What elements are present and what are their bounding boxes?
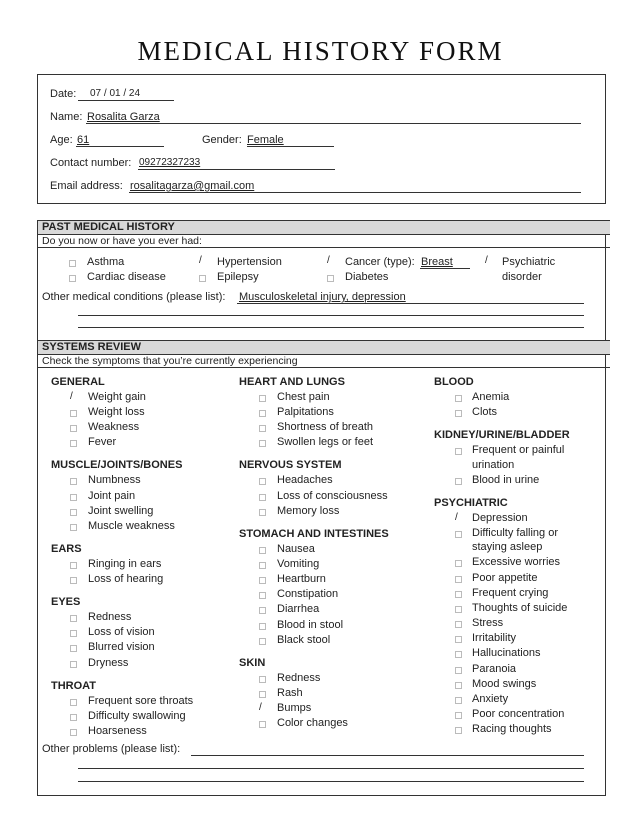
cardiac-disease-label: Cardiac disease — [87, 271, 166, 283]
mood-swings-checkbox[interactable] — [455, 682, 462, 689]
other-problems-line-3[interactable] — [78, 781, 584, 782]
symptom-label: Heartburn — [277, 573, 326, 585]
thoughts-of-suicide-checkbox[interactable] — [455, 606, 462, 613]
symptom-label: Anemia — [472, 391, 510, 403]
rash-checkbox[interactable] — [259, 691, 266, 698]
symptom-label: Difficulty falling or — [472, 527, 558, 539]
symptom-label: Rash — [277, 687, 303, 699]
other-conditions-line-2[interactable] — [78, 315, 584, 316]
symptom-label: Blurred vision — [88, 641, 155, 653]
frequent-crying-checkbox[interactable] — [455, 591, 462, 598]
symptom-label: Redness — [88, 611, 132, 623]
heartburn-checkbox[interactable] — [259, 577, 266, 584]
symptom-label: Blood in stool — [277, 619, 344, 631]
symptom-label: Black stool — [277, 634, 331, 646]
joint-pain-checkbox[interactable] — [70, 494, 77, 501]
symptom-label: Chest pain — [277, 391, 330, 403]
palpitations-checkbox[interactable] — [259, 410, 266, 417]
bumps-check-mark[interactable]: / — [259, 702, 262, 713]
psychiatric-disorder-label-1: Psychiatric — [502, 256, 556, 268]
symptom-label: Difficulty swallowing — [88, 710, 186, 722]
other-problems-label: Other problems (please list): — [42, 743, 181, 755]
contact-field[interactable]: 09272327233 — [139, 157, 201, 168]
systems-review-subheader: Check the symptoms that you’re currently experiencing — [38, 355, 610, 368]
symptom-label: Anxiety — [472, 693, 509, 705]
other-problems-line-2[interactable] — [78, 768, 584, 769]
heart-and-lungs-heading: HEART AND LUNGS — [239, 376, 345, 388]
loss-of-vision-checkbox[interactable] — [70, 630, 77, 637]
headaches-checkbox[interactable] — [259, 478, 266, 485]
symptom-label: Racing thoughts — [472, 723, 552, 735]
symptom-label: Memory loss — [277, 505, 340, 517]
frequent-sore-throats-checkbox[interactable] — [70, 699, 77, 706]
other-problems-line-1[interactable] — [191, 755, 584, 756]
blurred-vision-checkbox[interactable] — [70, 645, 77, 652]
dryness-checkbox[interactable] — [70, 661, 77, 668]
email-field[interactable]: rosalitagarza@gmail.com — [130, 180, 255, 192]
excessive-worries-checkbox[interactable] — [455, 560, 462, 567]
loss-of-hearing-checkbox[interactable] — [70, 577, 77, 584]
other-conditions-field[interactable]: Musculoskeletal injury, depression — [239, 291, 406, 303]
symptom-label: Blood in urine — [472, 474, 540, 486]
depression-check-mark[interactable]: / — [455, 512, 458, 523]
symptom-label: Numbness — [88, 474, 141, 486]
past-medical-history-header: PAST MEDICAL HISTORY — [38, 220, 610, 235]
symptom-label: Fever — [88, 436, 117, 448]
date-field[interactable]: 07 / 01 / 24 — [90, 88, 141, 99]
cancer-label: Cancer (type): — [345, 256, 415, 268]
other-conditions-label: Other medical conditions (please list): — [42, 291, 226, 303]
swollen-legs-checkbox[interactable] — [259, 440, 266, 447]
contact-label: Contact number: — [50, 157, 132, 169]
symptom-label: Poor concentration — [472, 708, 565, 720]
nervous-system-heading: NERVOUS SYSTEM — [239, 459, 342, 471]
form-title: MEDICAL HISTORY FORM — [137, 36, 504, 66]
stress-checkbox[interactable] — [455, 621, 462, 628]
symptom-label: Poor appetite — [472, 572, 538, 584]
hoarseness-checkbox[interactable] — [70, 729, 77, 736]
symptom-label: Frequent sore throats — [88, 695, 194, 707]
weight-gain-check-mark[interactable]: / — [70, 391, 73, 402]
skin-redness-checkbox[interactable] — [259, 676, 266, 683]
symptom-label: Joint pain — [88, 490, 136, 502]
stomach-and-intestines-heading: STOMACH AND INTESTINES — [239, 528, 389, 540]
symptom-label: Paranoia — [472, 663, 517, 675]
color-changes-checkbox[interactable] — [259, 721, 266, 728]
email-label: Email address: — [50, 180, 123, 192]
symptom-label: Hoarseness — [88, 725, 147, 737]
black-stool-checkbox[interactable] — [259, 638, 266, 645]
irritability-checkbox[interactable] — [455, 636, 462, 643]
name-label: Name: — [50, 111, 83, 123]
symptom-label: Loss of vision — [88, 626, 155, 638]
constipation-checkbox[interactable] — [259, 592, 266, 599]
symptom-label: Thoughts of suicide — [472, 602, 568, 614]
asthma-label: Asthma — [87, 256, 125, 268]
symptom-label: Redness — [277, 672, 321, 684]
skin-heading: SKIN — [239, 657, 266, 669]
cancer-type-field[interactable]: Breast — [421, 256, 453, 268]
ears-heading: EARS — [51, 543, 82, 555]
ringing-in-ears-checkbox[interactable] — [70, 562, 77, 569]
epilepsy-label: Epilepsy — [217, 271, 259, 283]
numbness-checkbox[interactable] — [70, 478, 77, 485]
kidney-urine-bladder-heading: KIDNEY/URINE/BLADDER — [434, 429, 570, 441]
systems-review-header: SYSTEMS REVIEW — [38, 340, 610, 355]
symptom-label: Weakness — [88, 421, 140, 433]
symptom-label: Nausea — [277, 543, 315, 555]
symptom-label: Frequent or painful — [472, 444, 565, 456]
epilepsy-checkbox[interactable] — [199, 275, 206, 282]
symptom-label: Swollen legs or feet — [277, 436, 373, 448]
throat-heading: THROAT — [51, 680, 97, 692]
hypertension-check-mark[interactable]: / — [199, 255, 202, 266]
symptom-label: Stress — [472, 617, 504, 629]
racing-thoughts-checkbox[interactable] — [455, 727, 462, 734]
general-heading: GENERAL — [51, 376, 105, 388]
difficulty-swallowing-checkbox[interactable] — [70, 714, 77, 721]
diabetes-label: Diabetes — [345, 271, 389, 283]
symptom-label: Ringing in ears — [88, 558, 162, 570]
loss-of-consciousness-checkbox[interactable] — [259, 494, 266, 501]
shortness-of-breath-checkbox[interactable] — [259, 425, 266, 432]
symptom-label: Constipation — [277, 588, 339, 600]
symptom-label: Loss of hearing — [88, 573, 164, 585]
symptom-label: Muscle weakness — [88, 520, 175, 532]
symptom-label: Loss of consciousness — [277, 490, 388, 502]
anxiety-checkbox[interactable] — [455, 697, 462, 704]
difficulty-sleeping-checkbox[interactable] — [455, 531, 462, 538]
symptom-label: urination — [472, 459, 515, 471]
blood-heading: BLOOD — [434, 376, 474, 388]
clots-checkbox[interactable] — [455, 410, 462, 417]
symptom-label: Clots — [472, 406, 498, 418]
symptom-label: Hallucinations — [472, 647, 541, 659]
eye-redness-checkbox[interactable] — [70, 615, 77, 622]
cardiac-disease-checkbox[interactable] — [69, 275, 76, 282]
symptom-label: Headaches — [277, 474, 333, 486]
gender-label: Gender: — [202, 134, 242, 146]
symptom-label: Depression — [472, 512, 528, 524]
paranoia-checkbox[interactable] — [455, 667, 462, 674]
other-conditions-line-3[interactable] — [78, 327, 584, 328]
muscle-joints-bones-heading: MUSCLE/JOINTS/BONES — [51, 459, 183, 471]
symptom-label: Joint swelling — [88, 505, 154, 517]
symptom-label: staying asleep — [472, 541, 543, 553]
age-field[interactable]: 61 — [77, 134, 90, 146]
diabetes-checkbox[interactable] — [327, 275, 334, 282]
gender-field[interactable]: Female — [247, 134, 284, 146]
poor-concentration-checkbox[interactable] — [455, 712, 462, 719]
eyes-heading: EYES — [51, 596, 81, 608]
symptom-label: Weight gain — [88, 391, 146, 403]
symptom-label: Bumps — [277, 702, 312, 714]
age-label: Age: — [50, 134, 73, 146]
symptom-label: Excessive worries — [472, 556, 561, 568]
symptom-label: Dryness — [88, 657, 129, 669]
psychiatric-disorder-check-mark[interactable]: / — [485, 255, 488, 266]
nausea-checkbox[interactable] — [259, 547, 266, 554]
date-label: Date: — [50, 88, 77, 100]
weakness-checkbox[interactable] — [70, 425, 77, 432]
cancer-check-mark[interactable]: / — [327, 255, 330, 266]
hallucinations-checkbox[interactable] — [455, 651, 462, 658]
asthma-checkbox[interactable] — [69, 260, 76, 267]
memory-loss-checkbox[interactable] — [259, 509, 266, 516]
symptom-label: Shortness of breath — [277, 421, 374, 433]
psychiatric-heading: PSYCHIATRIC — [434, 497, 508, 509]
muscle-weakness-checkbox[interactable] — [70, 524, 77, 531]
symptom-label: Irritability — [472, 632, 517, 644]
joint-swelling-checkbox[interactable] — [70, 509, 77, 516]
weight-loss-checkbox[interactable] — [70, 410, 77, 417]
symptom-label: Vomiting — [277, 558, 320, 570]
hypertension-label: Hypertension — [217, 256, 282, 268]
chest-pain-checkbox[interactable] — [259, 395, 266, 402]
poor-appetite-checkbox[interactable] — [455, 576, 462, 583]
frequent-urination-checkbox[interactable] — [455, 448, 462, 455]
diarrhea-checkbox[interactable] — [259, 607, 266, 614]
anemia-checkbox[interactable] — [455, 395, 462, 402]
name-field[interactable]: Rosalita Garza — [87, 111, 160, 123]
blood-in-stool-checkbox[interactable] — [259, 623, 266, 630]
vomiting-checkbox[interactable] — [259, 562, 266, 569]
symptom-label: Frequent crying — [472, 587, 549, 599]
symptom-label: Mood swings — [472, 678, 537, 690]
fever-checkbox[interactable] — [70, 440, 77, 447]
symptom-label: Palpitations — [277, 406, 334, 418]
blood-in-urine-checkbox[interactable] — [455, 478, 462, 485]
symptom-label: Diarrhea — [277, 603, 320, 615]
past-medical-history-subheader: Do you now or have you ever had: — [38, 235, 610, 248]
symptom-label: Weight loss — [88, 406, 145, 418]
symptom-label: Color changes — [277, 717, 348, 729]
psychiatric-disorder-label-2: disorder — [502, 271, 542, 283]
